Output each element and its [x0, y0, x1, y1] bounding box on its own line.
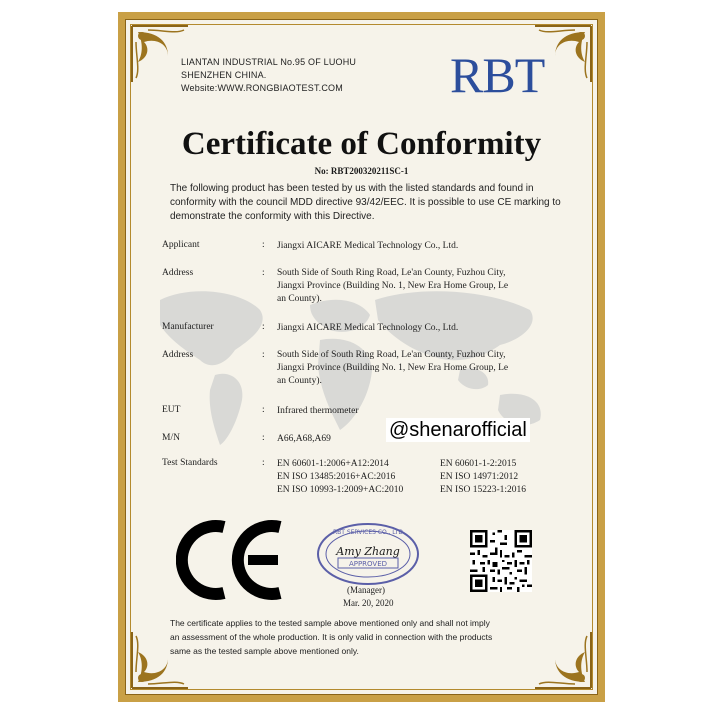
issuer-line: SHENZHEN CHINA.: [181, 70, 267, 80]
standard-item: EN 60601-1:2006+A12:2014: [277, 459, 389, 469]
manufacturer-value: [277, 322, 547, 335]
manufacturer-address: [277, 349, 547, 388]
manager-label: (Manager): [347, 585, 385, 595]
standard-item: EN 60601-1-2:2015: [440, 459, 517, 469]
rbt-logo: RBT: [450, 47, 545, 103]
stamp-ring-text: RBT SERVICES CO., LTD: [332, 529, 404, 536]
address-line: an County).: [277, 376, 322, 386]
colon: :: [262, 405, 265, 415]
eut-value: [277, 405, 547, 418]
address-label: Address: [162, 350, 194, 360]
model-numbers: A66,A68,A69: [277, 434, 331, 444]
address-line: South Side of South Ring Road, Le'an County, Fuzhou City,: [277, 350, 506, 360]
certificate-number: No: RBT200320211SC-1: [314, 166, 409, 176]
footer-line: same as the tested sample above mentioned only.: [170, 646, 359, 656]
issuer-line: LIANTAN INDUSTRIAL No.95 OF LUOHU: [181, 57, 357, 67]
applicant-address: [277, 267, 547, 306]
product-name: Infrared thermometer: [277, 406, 359, 416]
social-watermark: @shenarofficial: [386, 418, 530, 442]
qr-code-icon: [470, 530, 532, 592]
approval-stamp-icon: [316, 522, 420, 586]
ce-mark-icon: [176, 515, 286, 605]
colon: :: [262, 458, 265, 468]
colon: :: [262, 268, 265, 278]
standard-item: EN ISO 14971:2012: [440, 472, 519, 482]
model-label: M/N: [162, 433, 180, 443]
signature: Amy Zhang: [336, 545, 400, 558]
intro-line: conformity with the council MDD directive 93/42/EEC. It is possible to use CE marking to: [170, 197, 561, 208]
issue-date: Mar. 20, 2020: [343, 598, 394, 608]
address-line: an County).: [277, 294, 322, 304]
manufacturer-label: Manufacturer: [162, 322, 214, 332]
colon: :: [262, 322, 265, 332]
intro-paragraph: [170, 182, 600, 224]
applicant-value: [277, 240, 547, 253]
footer-disclaimer: [170, 616, 570, 658]
standard-item: EN ISO 13485:2016+AC:2016: [277, 472, 396, 482]
issuer-website: Website:WWW.RONGBIAOTEST.COM: [181, 83, 343, 93]
colon: :: [262, 240, 265, 250]
standards-right: [440, 458, 526, 497]
footer-line: an assessment of the whole production. It is only valid in connection with the products: [170, 632, 493, 642]
colon: :: [262, 433, 265, 443]
address-line: South Side of South Ring Road, Le'an County, Fuzhou City,: [277, 268, 506, 278]
applicant-name: Jiangxi AICARE Medical Technology Co., Ltd.: [277, 241, 459, 251]
standard-item: EN ISO 15223-1:2016: [440, 485, 527, 495]
eut-label: EUT: [162, 405, 181, 415]
standards-label: Test Standards: [162, 458, 218, 468]
applicant-label: Applicant: [162, 240, 200, 250]
address-line: Jiangxi Province (Building No. 1, New Era Home Group, Le: [277, 281, 509, 291]
standards-left: [277, 458, 403, 497]
colon: :: [262, 350, 265, 360]
footer-line: The certificate applies to the tested sample above mentioned only and shall not imply: [170, 618, 490, 628]
intro-line: demonstrate the conformity with this Directive.: [170, 211, 375, 222]
manufacturer-name: Jiangxi AICARE Medical Technology Co., Ltd.: [277, 323, 459, 333]
standard-item: EN ISO 10993-1:2009+AC:2010: [277, 485, 404, 495]
issuer-address: [181, 56, 356, 95]
address-label: Address: [162, 268, 194, 278]
intro-line: The following product has been tested by us with the listed standards and found in: [170, 183, 534, 194]
certificate-title: Certificate of Conformity: [181, 126, 542, 162]
stamp-approved-text: APPROVED: [348, 560, 388, 568]
address-line: Jiangxi Province (Building No. 1, New Era Home Group, Le: [277, 363, 509, 373]
